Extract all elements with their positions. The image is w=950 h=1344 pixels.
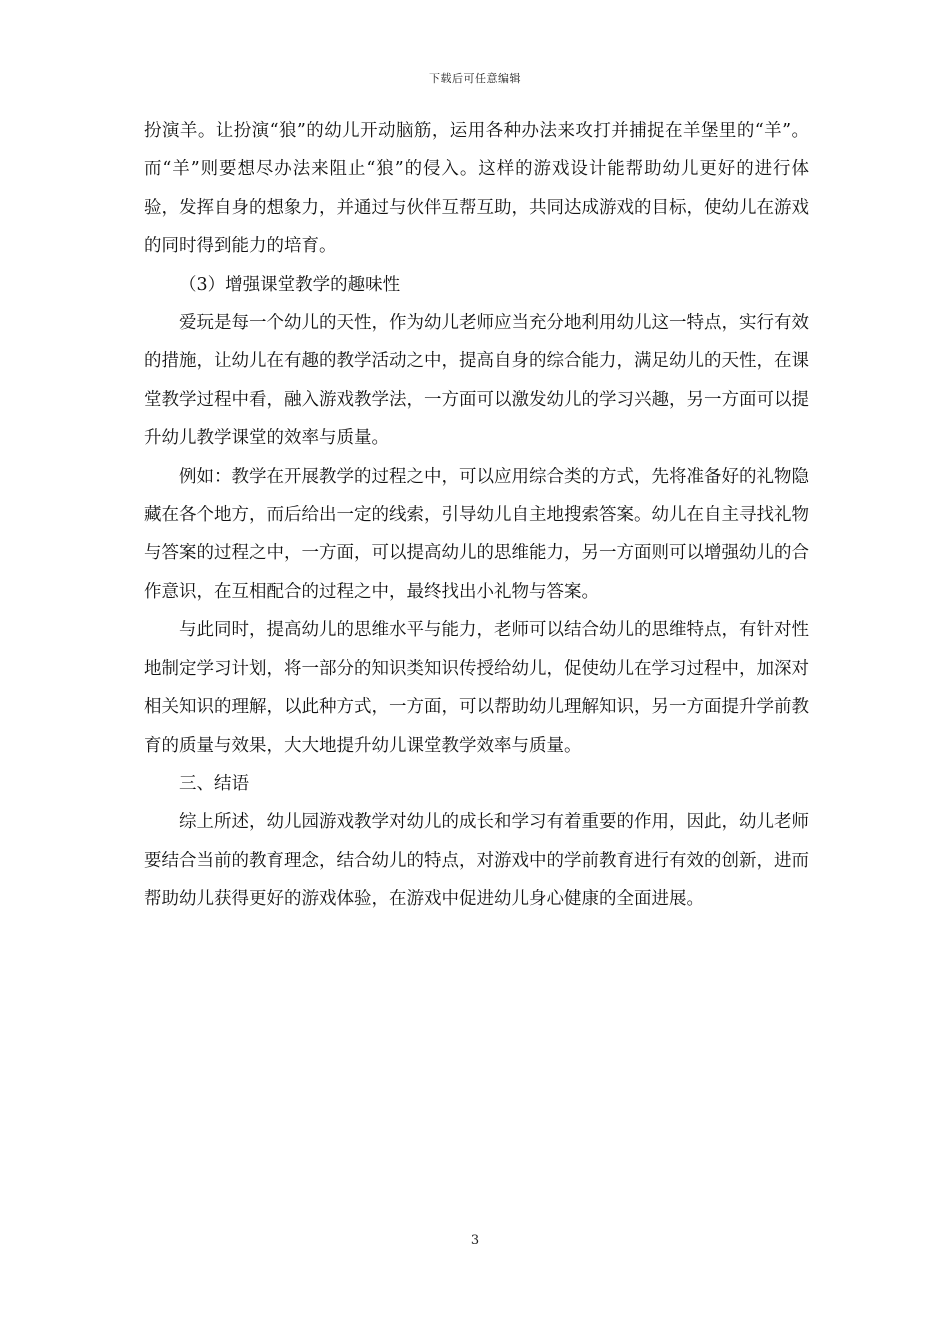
paragraph: 爱玩是每一个幼儿的天性，作为幼儿老师应当充分地利用幼儿这一特点，实行有效的措施，让幼儿在有趣的教学活动之中，提高自身的综合能力，满足幼儿的天性，在课堂教学过程中看，融入游戏教学法，一方面可以激发幼儿的学习兴趣，另一方面可以提升幼儿教学课堂的效率与质量。 (144, 313, 809, 449)
paragraph: 例如：教学在开展教学的过程之中，可以应用综合类的方式，先将准备好的礼物隐藏在各个地方，而后给出一定的线索，引导幼儿自主地搜索答案。幼儿在自主寻找礼物与答案的过程之中，一方面，可以提高幼儿的思维能力，另一方面则可以增强幼儿的合作意识，在互相配合的过程之中，最终找出小礼物与答案。 (144, 466, 809, 602)
page-header: 下载后可任意编辑 (429, 72, 521, 85)
paragraph: 与此同时，提高幼儿的思维水平与能力，老师可以结合幼儿的思维特点，有针对性地制定学习计划，将一部分的知识类知识传授给幼儿，促使幼儿在学习过程中，加深对相关知识的理解，以此种方式，一方面，可以帮助幼儿理解知识，另一方面提升学前教育的质量与效果，大大地提升幼儿课堂教学效率与质量。 (144, 620, 809, 756)
section-subheading: （3）增强课堂教学的趣味性 (179, 274, 401, 295)
page-number: 3 (470, 1233, 480, 1248)
document-body (144, 112, 809, 919)
paragraph-continued: 扮演羊。让扮演“狼”的幼儿开动脑筋，运用各种办法来攻打并捕捉在羊堡里的“羊”。而“羊”则要想尽办法来阻止“狼”的侵入。这样的游戏设计能帮助幼儿更好的进行体验，发挥自身的想象力，并通过与伙伴互帮互助，共同达成游戏的目标，使幼儿在游戏的同时得到能力的培育。 (144, 121, 809, 257)
section-heading: 三、结语 (179, 773, 249, 794)
paragraph: 综上所述，幼儿园游戏教学对幼儿的成长和学习有着重要的作用，因此，幼儿老师要结合当前的教育理念，结合幼儿的特点，对游戏中的学前教育进行有效的创新，进而帮助幼儿获得更好的游戏体验，在游戏中促进幼儿身心健康的全面进展。 (144, 812, 809, 910)
